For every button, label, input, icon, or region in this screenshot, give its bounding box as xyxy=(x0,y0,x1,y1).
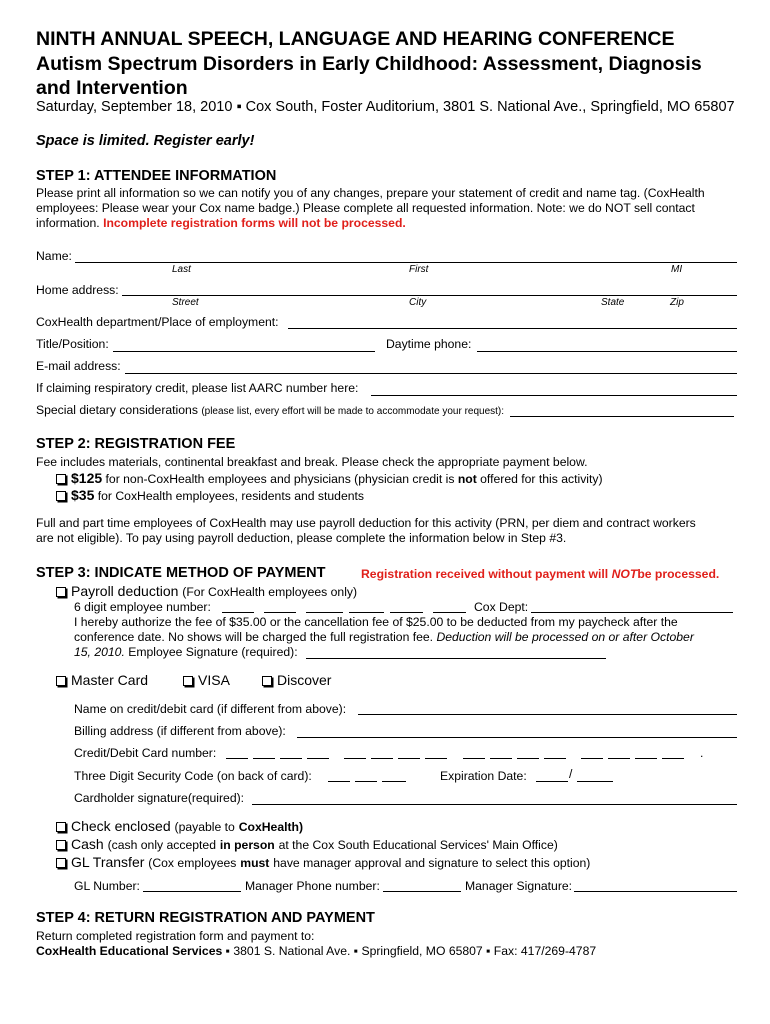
gl-note-a: (Cox employees xyxy=(148,856,237,870)
address-street-caption: Street xyxy=(172,297,199,308)
cox-dept-field[interactable] xyxy=(531,612,733,613)
dietary-label: Special dietary considerations xyxy=(36,403,198,417)
employee-digit-4[interactable] xyxy=(349,612,384,613)
card-digit-4[interactable] xyxy=(307,758,329,759)
title-position-field[interactable] xyxy=(113,351,375,352)
cardholder-signature-field[interactable] xyxy=(252,804,737,805)
gl-note-c: have manager approval and signature to select this option) xyxy=(273,856,591,870)
gl-note-b: must xyxy=(240,856,270,870)
card-number-label: Credit/Debit Card number: xyxy=(74,746,217,760)
department-label: CoxHealth department/Place of employment: xyxy=(36,315,279,329)
step2-heading: STEP 2: REGISTRATION FEE xyxy=(36,436,236,452)
fee-option-employee[interactable] xyxy=(56,488,364,504)
card-digit-3[interactable] xyxy=(280,758,302,759)
card-digit-14[interactable] xyxy=(608,758,630,759)
card-digit-1[interactable] xyxy=(226,758,248,759)
expiration-slash: / xyxy=(569,767,573,781)
employee-digit-2[interactable] xyxy=(264,612,296,613)
security-digit-2[interactable] xyxy=(355,781,377,782)
checkbox-icon[interactable] xyxy=(56,474,66,484)
return-address-text: ▪ 3801 S. National Ave. ▪ Springfield, MO 65807 ▪ Fax: 417/269-4787 xyxy=(222,944,597,958)
conference-subtitle-line2: and Intervention xyxy=(36,77,188,99)
card-digit-7[interactable] xyxy=(398,758,420,759)
email-label: E-mail address: xyxy=(36,359,121,373)
security-code-label: Three Digit Security Code (on back of card): xyxy=(74,769,312,783)
card-digit-9[interactable] xyxy=(463,758,485,759)
dietary-note: (please list, every effort will be made to accommodate your request): xyxy=(201,406,505,417)
payroll-note-line1: Full and part time employees of CoxHealth may use payroll deduction for this activity (PRN, per diem and contract workers xyxy=(36,516,696,530)
title-position-label: Title/Position: xyxy=(36,337,109,351)
space-limited-notice: Space is limited. Register early! xyxy=(36,133,255,149)
checkbox-icon[interactable] xyxy=(56,822,66,832)
manager-signature-label: Manager Signature: xyxy=(465,879,573,893)
authorization-line3-a: 15, 2010. xyxy=(74,645,125,659)
cash-option[interactable] xyxy=(56,836,558,853)
payment-warning-a: Registration received without payment will xyxy=(361,567,609,581)
step1-intro-line2: employees: Please wear your Cox name badge.) Please complete all requested information. Note: we do NOT sell contact xyxy=(36,201,695,215)
card-number-end: . xyxy=(700,746,704,760)
checkbox-icon[interactable] xyxy=(56,858,66,868)
card-digit-6[interactable] xyxy=(371,758,393,759)
check-option[interactable] xyxy=(56,818,303,835)
billing-address-field[interactable] xyxy=(297,737,737,738)
step1-intro-line3 xyxy=(36,216,406,231)
cox-dept-label: Cox Dept: xyxy=(474,600,529,614)
dietary-label-row xyxy=(36,403,504,419)
security-digit-3[interactable] xyxy=(382,781,406,782)
authorization-line3 xyxy=(74,645,298,660)
card-digit-16[interactable] xyxy=(662,758,684,759)
name-label: Name: xyxy=(36,249,72,263)
checkbox-icon[interactable] xyxy=(56,840,66,850)
payment-warning-b: be processed. xyxy=(637,567,720,581)
event-details: Saturday, September 18, 2010 ▪ Cox South, Foster Auditorium, 3801 S. National Ave., Springfield, MO 65807 xyxy=(36,99,735,115)
home-address-field[interactable] xyxy=(122,295,737,296)
check-label: Check enclosed xyxy=(71,818,171,834)
fee-option2-text: for CoxHealth employees, residents and students xyxy=(97,489,364,503)
mastercard-label: Master Card xyxy=(71,672,149,688)
billing-address-label: Billing address (if different from above): xyxy=(74,724,286,738)
expiration-month-field[interactable] xyxy=(536,781,568,782)
check-note-b: CoxHealth) xyxy=(238,820,304,834)
visa-option[interactable] xyxy=(183,672,230,688)
step1-intro-line1: Please print all information so we can notify you of any changes, prepare your statement of credit and name tag. (CoxHealth xyxy=(36,186,705,200)
authorization-line2-b: Deduction will be processed on or after October xyxy=(436,630,694,644)
conference-subtitle-line1: Autism Spectrum Disorders in Early Childhood: Assessment, Diagnosis xyxy=(36,53,702,75)
cash-label: Cash xyxy=(71,836,104,852)
home-address-label: Home address: xyxy=(36,283,119,297)
checkbox-icon[interactable] xyxy=(56,491,66,501)
dietary-field[interactable] xyxy=(510,416,734,417)
employee-digit-5[interactable] xyxy=(390,612,423,613)
address-state-caption: State xyxy=(601,297,625,308)
fee-price-35: $35 xyxy=(71,487,95,503)
card-name-label: Name on credit/debit card (if different from above): xyxy=(74,702,347,716)
name-first-caption: First xyxy=(409,264,429,275)
authorization-line2-a: conference date. No shows will be charged the full registration fee. xyxy=(74,630,434,644)
payment-warning-not: NOT xyxy=(611,567,638,581)
checkbox-icon[interactable] xyxy=(56,587,66,597)
name-mi-caption: MI xyxy=(671,264,683,275)
manager-signature-field[interactable] xyxy=(574,891,737,892)
payroll-note-line2: are not eligible). To pay using payroll deduction, please complete the information below in Step #3. xyxy=(36,531,567,545)
card-digit-15[interactable] xyxy=(635,758,657,759)
cash-note-b: in person xyxy=(219,838,275,852)
fee-option-nonemployee[interactable] xyxy=(56,471,603,487)
return-instructions: Return completed registration form and payment to: xyxy=(36,929,315,943)
daytime-phone-label: Daytime phone: xyxy=(386,337,472,351)
authorization-line1: I hereby authorize the fee of $35.00 or the cancellation fee of $25.00 to be deducted from my paycheck after the xyxy=(74,615,678,629)
security-digit-1[interactable] xyxy=(328,781,350,782)
discover-label: Discover xyxy=(277,672,332,688)
discover-option[interactable] xyxy=(262,672,331,688)
fee-price-125: $125 xyxy=(71,470,103,486)
visa-label: VISA xyxy=(198,672,230,688)
aarc-label: If claiming respiratory credit, please list AARC number here: xyxy=(36,381,359,395)
mastercard-option[interactable] xyxy=(56,672,148,688)
step1-intro-text: information. xyxy=(36,216,100,230)
fee-intro: Fee includes materials, continental breakfast and break. Please check the appropriate payment below. xyxy=(36,455,588,469)
step1-heading: STEP 1: ATTENDEE INFORMATION xyxy=(36,168,277,184)
conference-title: NINTH ANNUAL SPEECH, LANGUAGE AND HEARING CONFERENCE xyxy=(36,28,675,50)
authorization-line2 xyxy=(74,630,694,645)
payroll-note: (For CoxHealth employees only) xyxy=(182,585,358,599)
manager-phone-field[interactable] xyxy=(383,891,461,892)
payroll-label: Payroll deduction xyxy=(71,583,179,599)
card-name-field[interactable] xyxy=(358,714,737,715)
address-city-caption: City xyxy=(409,297,427,308)
check-note-a: (payable to xyxy=(174,820,235,834)
card-digit-11[interactable] xyxy=(517,758,539,759)
authorization-line3-b: Employee Signature (required): xyxy=(128,645,298,659)
fee-option1-text-a: for non-CoxHealth employees and physicians (physician credit is xyxy=(105,472,455,486)
return-org: CoxHealth Educational Services xyxy=(36,944,223,958)
payment-warning xyxy=(361,567,719,582)
fee-option1-not: not xyxy=(457,472,477,486)
department-field[interactable] xyxy=(288,328,737,329)
aarc-field[interactable] xyxy=(371,395,737,396)
payroll-option[interactable] xyxy=(56,583,357,600)
step4-heading: STEP 4: RETURN REGISTRATION AND PAYMENT xyxy=(36,910,375,926)
expiration-year-field[interactable] xyxy=(577,781,613,782)
card-digit-8[interactable] xyxy=(425,758,447,759)
gl-number-label: GL Number: xyxy=(74,879,140,893)
email-field[interactable] xyxy=(125,373,737,374)
card-digit-10[interactable] xyxy=(490,758,512,759)
expiration-label: Expiration Date: xyxy=(440,769,527,783)
gl-number-field[interactable] xyxy=(143,891,241,892)
employee-digit-1[interactable] xyxy=(222,612,254,613)
address-zip-caption: Zip xyxy=(670,297,684,308)
card-digit-12[interactable] xyxy=(544,758,566,759)
daytime-phone-field[interactable] xyxy=(477,351,737,352)
card-digit-2[interactable] xyxy=(253,758,275,759)
employee-digit-3[interactable] xyxy=(306,612,343,613)
return-address xyxy=(36,944,596,959)
name-last-caption: Last xyxy=(172,264,191,275)
cash-note-c: at the Cox South Educational Services' Main Office) xyxy=(278,838,558,852)
employee-digit-6[interactable] xyxy=(433,612,466,613)
card-digit-13[interactable] xyxy=(581,758,603,759)
incomplete-warning: Incomplete registration forms will not be processed. xyxy=(103,216,406,230)
gl-transfer-option[interactable] xyxy=(56,854,590,871)
name-field[interactable] xyxy=(75,262,737,263)
employee-signature-field[interactable] xyxy=(306,658,606,659)
card-digit-5[interactable] xyxy=(344,758,366,759)
checkbox-icon[interactable] xyxy=(183,676,193,686)
cardholder-signature-label: Cardholder signature(required): xyxy=(74,791,245,805)
cash-note-a: (cash only accepted xyxy=(107,838,216,852)
gl-label: GL Transfer xyxy=(71,854,145,870)
checkbox-icon[interactable] xyxy=(56,676,66,686)
manager-phone-label: Manager Phone number: xyxy=(245,879,380,893)
checkbox-icon[interactable] xyxy=(262,676,272,686)
employee-number-label: 6 digit employee number: xyxy=(74,600,211,614)
fee-option1-text-b: offered for this activity) xyxy=(480,472,603,486)
step3-heading: STEP 3: INDICATE METHOD OF PAYMENT xyxy=(36,565,326,581)
